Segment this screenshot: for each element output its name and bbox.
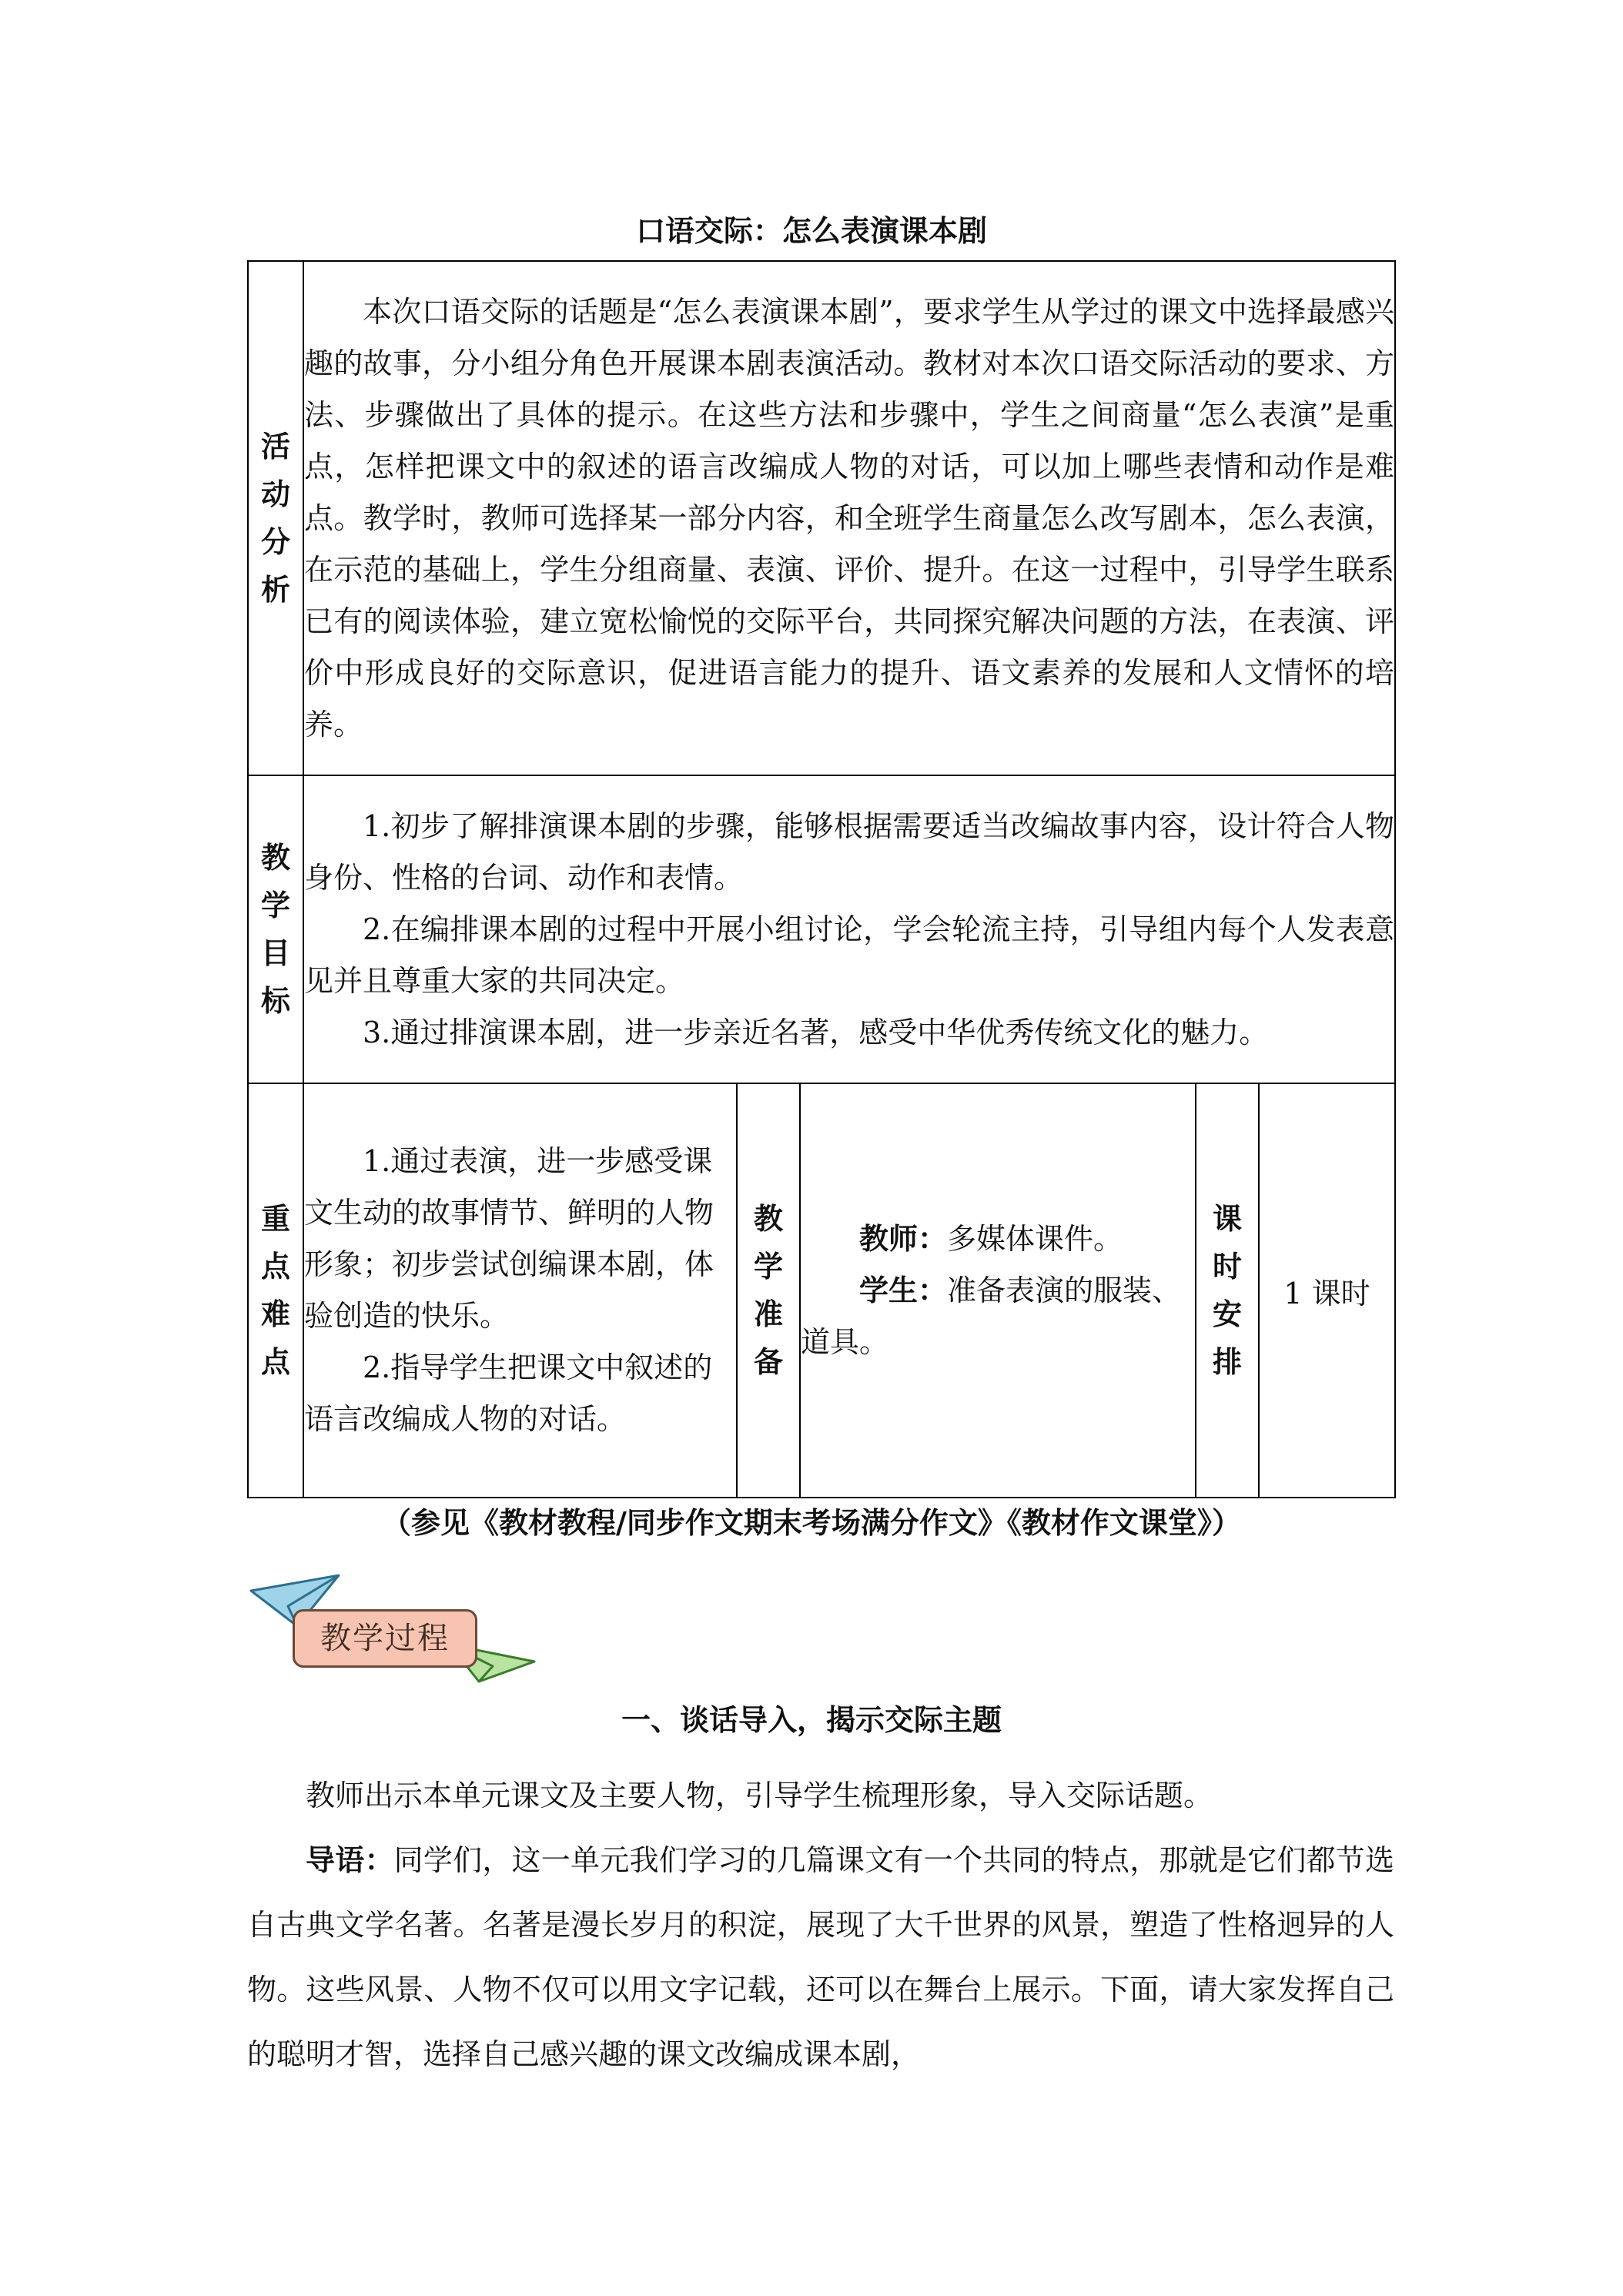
activity-analysis-text: 本次口语交际的话题是“怎么表演课本剧”，要求学生从学过的课文中选择最感兴趣的故事，分小组分角色开展课本剧表演活动。教材对本次口语交际活动的要求、方法、步骤做出了具体的提示。在这些方法和步骤中，学生之间商量“怎么表演”是重点，怎样把课文中的叙述的语言改编成人物的对话，可以加上哪些表情和动作是难点。教学时，教师可选择某一部分内容，和全班学生商量怎么改写剧本，怎么表演，在示范的基础上，学生分组商量、表演、评价、提升。在这一过程中，引导学生联系已有的阅读体验，建立宽松愉悦的交际平台，共同探究解决问题的方法，在表演、评价中形成良好的交际意识，促进语言能力的提升、语文素养的发展和人文情怀的培养。: [304, 294, 1394, 741]
keypoints-header: 重 点 难 点: [248, 1083, 303, 1498]
page-title: 口语交际：怎么表演课本剧: [635, 214, 987, 248]
preparation-student: 学生：准备表演的服装、道具。: [801, 1273, 1182, 1359]
goal-item: 1.初步了解排演课本剧的步骤，能够根据需要适当改编故事内容，设计符合人物身份、性格的台词、动作和表情。: [304, 808, 1394, 895]
lesson-plan-table: [247, 260, 1396, 1498]
schedule-value: 1 课时: [1259, 1083, 1395, 1498]
preparation-teacher: 教师：多媒体课件。: [859, 1221, 1123, 1256]
preparation-header: 教 学 准 备: [737, 1083, 800, 1498]
preparation-cell: [800, 1083, 1196, 1498]
details-row: [248, 1083, 1395, 1498]
goals-header: 教 学 目 标: [248, 775, 303, 1083]
goal-item: 3.通过排演课本剧，进一步亲近名著，感受中华优秀传统文化的魅力。: [363, 1015, 1269, 1049]
activity-row: [248, 261, 1395, 775]
keypoint-item: 1.通过表演，进一步感受课文生动的故事情节、鲜明的人物形象；初步尝试创编课本剧，体验创造的快乐。: [304, 1144, 714, 1333]
body-paragraph: 导语：同学们，这一单元我们学习的几篇课文有一个共同的特点，那就是它们都节选自古典文学名著。名著是漫长岁月的积淀，展现了大千世界的风景，塑造了性格迥异的人物。这些风景、人物不仅可以用文字记载，还可以在舞台上展示。下面，请大家发挥自己的聪明才智，选择自己感兴趣的课文改编成课本剧，: [247, 1843, 1394, 2071]
goals-cell: [303, 775, 1395, 1083]
keypoints-cell: [303, 1083, 737, 1498]
teaching-process-badge: [248, 1571, 537, 1686]
schedule-header: 课 时 安 排: [1196, 1083, 1259, 1498]
section-title: 一、谈话导入，揭示交际主题: [621, 1703, 1002, 1737]
reference-note: （参见《教材教程/同步作文期末考场满分作文》《教材作文课堂》）: [382, 1506, 1241, 1540]
teaching-process-label: 教学过程: [293, 1609, 477, 1668]
activity-analysis-cell: [303, 261, 1395, 775]
keypoint-item: 2.指导学生把课文中叙述的语言改编成人物的对话。: [304, 1350, 713, 1436]
goal-item: 2.在编排课本剧的过程中开展小组讨论，学会轮流主持，引导组内每个人发表意见并且尊重大家的共同决定。: [304, 912, 1394, 998]
body-paragraph: 教师出示本单元课文及主要人物，引导学生梳理形象，导入交际话题。: [306, 1779, 1213, 1812]
activity-header: 活 动 分 析: [248, 261, 303, 775]
body-text: [247, 1763, 1394, 2087]
goals-row: [248, 775, 1395, 1083]
